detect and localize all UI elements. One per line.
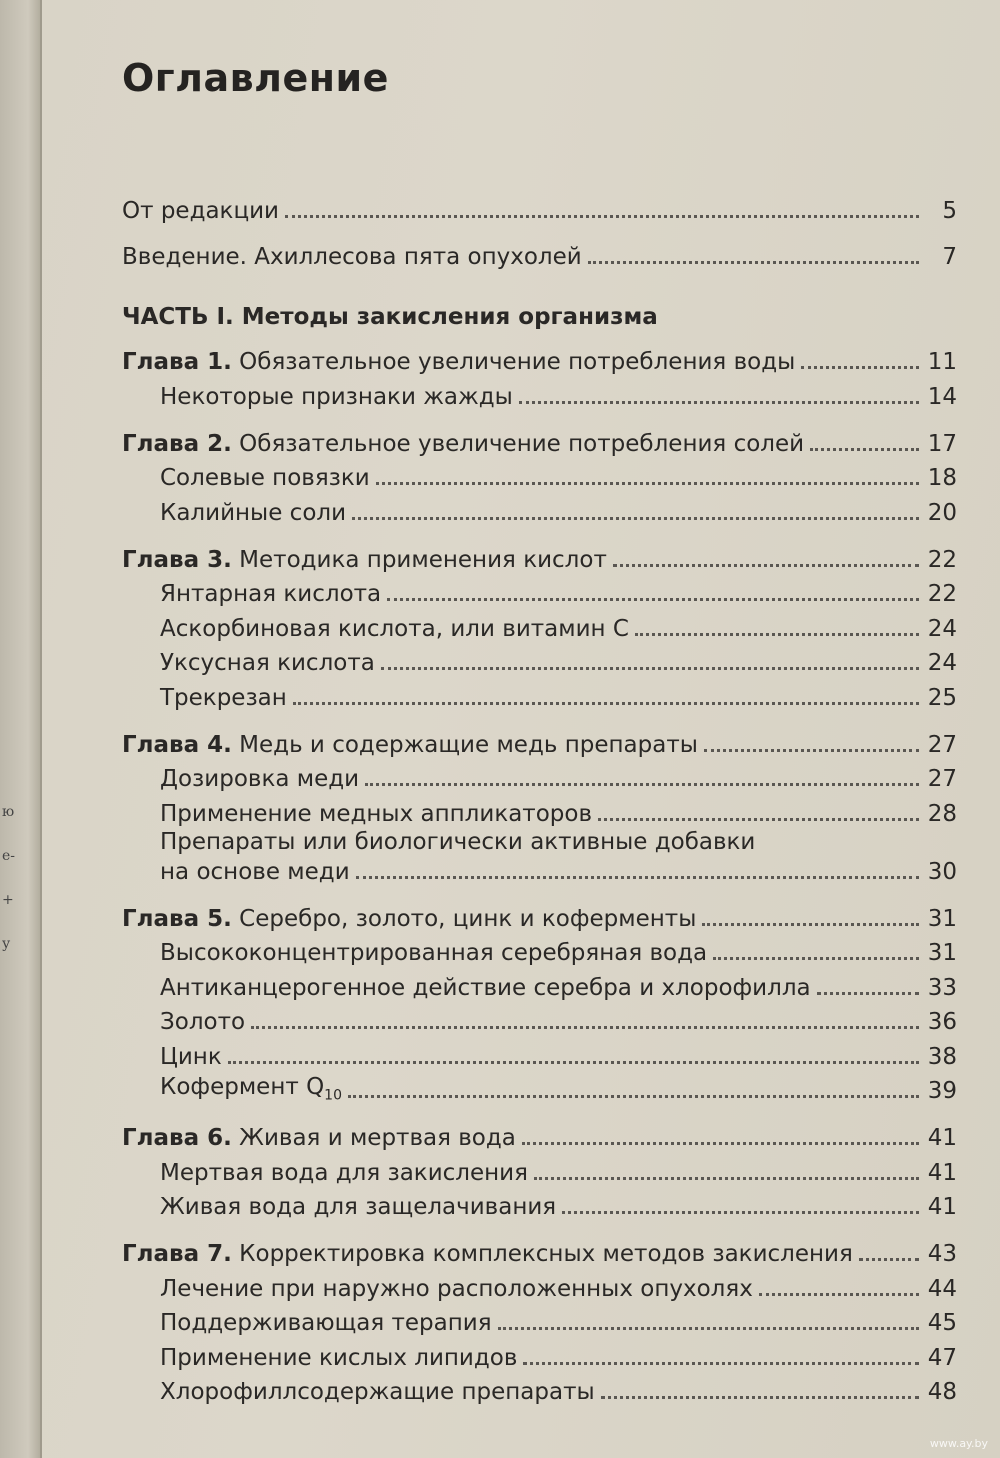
chapter-title: Медь и содержащие медь препараты [239,731,698,758]
toc-entry-label [122,1241,853,1267]
toc-entry-label [160,801,592,827]
watermark: www.ay.by [929,1437,988,1450]
section-entry[interactable] [122,966,957,1001]
chapter-entry[interactable] [122,897,957,932]
toc-page-number: 31 [927,905,957,932]
dot-leader [635,633,919,636]
toc-page-number: 39 [927,1078,957,1104]
section-title: Применение медных аппликаторов [160,800,593,827]
section-title: на основе меди [160,858,350,885]
chapter-number: Глава 6. [122,1125,232,1151]
toc-page-number: 24 [927,650,957,676]
dot-leader [613,564,919,567]
toc-page-number: 33 [927,974,957,1001]
section-title: Уксусная кислота [160,650,375,676]
chapter-block [122,723,957,885]
section-title: Цинк [160,1043,222,1070]
chapter-number: Глава 5. [122,905,232,932]
chapter-title: Методика применения кислот [239,546,607,573]
toc-entry-label [160,1194,556,1220]
toc-entry-label [160,975,811,1001]
chapter-block [122,422,957,526]
toc-entry[interactable] [122,224,957,270]
toc-entry-text: Введение. Ахиллесова пята опухолей [122,244,582,270]
dot-leader [598,818,919,821]
chapter-entry[interactable] [122,422,957,457]
toc-entry-label [160,650,375,676]
section-entry[interactable] [122,642,957,677]
section-title: Янтарная кислота [160,581,382,607]
dot-leader [759,1293,919,1296]
toc-entry-label [160,1310,492,1336]
section-title: Аскорбиновая кислота, или витамин C [160,615,629,642]
section-entry[interactable] [122,491,957,526]
toc-entry-label [160,829,755,855]
toc-entry-label [160,1044,222,1070]
chapter-title: Обязательное увеличение потребления солей [239,430,805,457]
chapter-number: Глава 2. [122,430,232,457]
section-title: Лечение при наружно расположенных опухолях [160,1275,753,1302]
table-of-contents [122,178,957,1405]
toc-entry-label [122,1125,516,1151]
dot-leader [522,1142,919,1145]
dot-leader [498,1327,919,1330]
dot-leader [285,215,919,218]
toc-entry-label [160,384,513,410]
section-title: Дозировка меди [160,766,360,792]
toc-page-number: 25 [927,684,957,711]
chapter-block [122,340,957,410]
dot-leader [293,702,919,705]
toc-page-number: 44 [927,1275,957,1302]
toc-page-number: 47 [927,1344,957,1371]
chapter-number: Глава 1. [122,349,232,375]
section-title: Калийные соли [160,499,347,526]
toc-entry-label [160,1276,753,1302]
section-title: Хлорофиллсодержащие препараты [160,1379,595,1405]
toc-entry-label [160,1009,245,1035]
dot-leader [702,923,919,926]
toc-page-number: 31 [927,940,957,966]
chapter-block [122,538,957,711]
section-title: Применение кислых липидов [160,1344,518,1371]
dot-leader [228,1061,919,1064]
chapter-number: Глава 4. [122,731,232,758]
dot-leader [387,598,919,601]
dot-leader [601,1396,919,1399]
dot-leader [352,517,919,520]
section-entry[interactable] [122,1267,957,1302]
section-entry[interactable] [122,1151,957,1186]
toc-page-number: 27 [927,731,957,758]
toc-page-number: 24 [927,615,957,642]
toc-page-number: 17 [927,430,957,457]
chapter-title: Обязательное увеличение потребления воды [239,349,796,375]
toc-entry-label [160,1074,342,1104]
toc-page-number: 30 [927,858,957,885]
section-entry[interactable] [122,1336,957,1371]
section-title: Антиканцерогенное действие серебра и хлорофилла [160,974,811,1001]
toc-page-number: 45 [927,1310,957,1336]
section-title: Высококонцентрированная серебряная вода [160,940,708,966]
toc-page-number: 14 [927,383,957,410]
section-entry[interactable] [122,827,957,855]
toc-entry-label [122,349,795,375]
section-entry-continued[interactable] [122,855,957,885]
toc-entry-label [122,547,607,573]
chapter-entry[interactable] [122,340,957,375]
toc-page-number: 5 [942,198,957,224]
dot-leader [562,1211,919,1214]
section-title: Солевые повязки [160,465,370,491]
dot-leader [801,366,919,369]
toc-entry-label [160,616,629,642]
toc-page-number: 36 [927,1009,957,1035]
chapter-entry[interactable] [122,538,957,573]
section-entry[interactable] [122,1001,957,1036]
toc-page-number: 41 [927,1194,957,1220]
dot-leader [523,1362,919,1365]
chapter-entry[interactable] [122,723,957,758]
toc-page-number: 11 [927,349,957,375]
toc-entry-label [160,859,350,885]
section-entry[interactable] [122,792,957,827]
dot-leader [348,1095,919,1098]
chapter-entry[interactable] [122,1232,957,1267]
book-page [42,0,1000,1458]
toc-entry-label [122,906,696,932]
section-entry[interactable] [122,1302,957,1337]
section-entry[interactable] [122,457,957,492]
section-title: Золото [160,1009,246,1035]
toc-entry-label [160,500,346,526]
toc-page-number: 27 [927,766,957,792]
section-title: Мертвая вода для закисления [160,1159,528,1186]
toc-page-number: 38 [927,1043,957,1070]
dot-leader [588,261,919,264]
toc-page-number: 28 [927,800,957,827]
dot-leader [859,1258,919,1261]
chapter-title: Живая и мертвая вода [239,1125,516,1151]
toc-entry-label [160,766,359,792]
dot-leader [356,876,919,879]
dot-leader [534,1177,919,1180]
section-entry[interactable] [122,573,957,608]
adjacent-page-mark: + [2,892,14,908]
chapter-block [122,1232,957,1405]
toc-entry-label [122,431,804,457]
toc-entry-label [160,465,370,491]
toc-entry[interactable] [122,178,957,224]
page-title: Оглавление [122,56,389,100]
toc-entry-label [160,940,707,966]
section-title: Поддерживающая терапия [160,1310,492,1336]
toc-page-number: 41 [927,1125,957,1151]
toc-page-number: 20 [927,499,957,526]
chapter-number: Глава 7. [122,1241,232,1267]
section-entry[interactable] [122,676,957,711]
toc-entry-text: От редакции [122,198,280,224]
toc-page-number: 22 [927,546,957,573]
adjacent-page-mark: ю [2,804,15,820]
subscript: 10 [324,1088,342,1104]
dot-leader [704,749,919,752]
section-entry[interactable] [122,375,957,410]
toc-entry-label [122,198,279,224]
section-title: Некоторые признаки жажды [160,383,513,410]
adjacent-page-edge [0,0,42,1458]
section-entry[interactable] [122,758,957,793]
toc-entry-label [122,732,698,758]
chapter-block [122,897,957,1105]
chapter-block [122,1116,957,1220]
dot-leader [810,448,919,451]
section-title: Живая вода для защелачивания [160,1194,557,1220]
chapter-title: Корректировка комплексных методов закисления [239,1241,853,1267]
dot-leader [376,482,919,485]
toc-page-number: 7 [942,244,957,270]
adjacent-page-marks [2,790,22,966]
section-entry[interactable] [122,607,957,642]
toc-page-number: 18 [927,465,957,491]
dot-leader [817,992,919,995]
section-title: Трекрезан [160,684,287,711]
dot-leader [713,957,919,960]
dot-leader [365,783,919,786]
toc-entry-label [160,1160,528,1186]
section-entry[interactable] [122,1186,957,1221]
section-entry[interactable] [122,1070,957,1105]
toc-page-number: 48 [927,1379,957,1405]
dot-leader [381,667,919,670]
part-heading: ЧАСТЬ I. Методы закисления организма [122,304,658,330]
section-entry[interactable] [122,1371,957,1406]
section-entry[interactable] [122,932,957,967]
toc-entry-label [122,244,582,270]
chapter-entry[interactable] [122,1116,957,1151]
toc-page-number: 41 [927,1159,957,1186]
section-title: Препараты или биологически активные добавки [160,828,756,855]
adjacent-page-mark: е- [2,848,16,864]
toc-page-number: 43 [927,1241,957,1267]
toc-entry-label [160,581,381,607]
dot-leader [519,401,919,404]
section-entry[interactable] [122,1035,957,1070]
chapter-number: Глава 3. [122,546,232,573]
toc-entry-label [160,685,287,711]
adjacent-page-mark: у [2,936,11,952]
chapter-title: Серебро, золото, цинк и коферменты [239,905,697,932]
toc-entry-label [160,1345,517,1371]
section-title: Кофермент Q [160,1074,325,1101]
toc-page-number: 22 [927,581,957,607]
dot-leader [251,1026,919,1029]
toc-entry-label [160,1379,595,1405]
